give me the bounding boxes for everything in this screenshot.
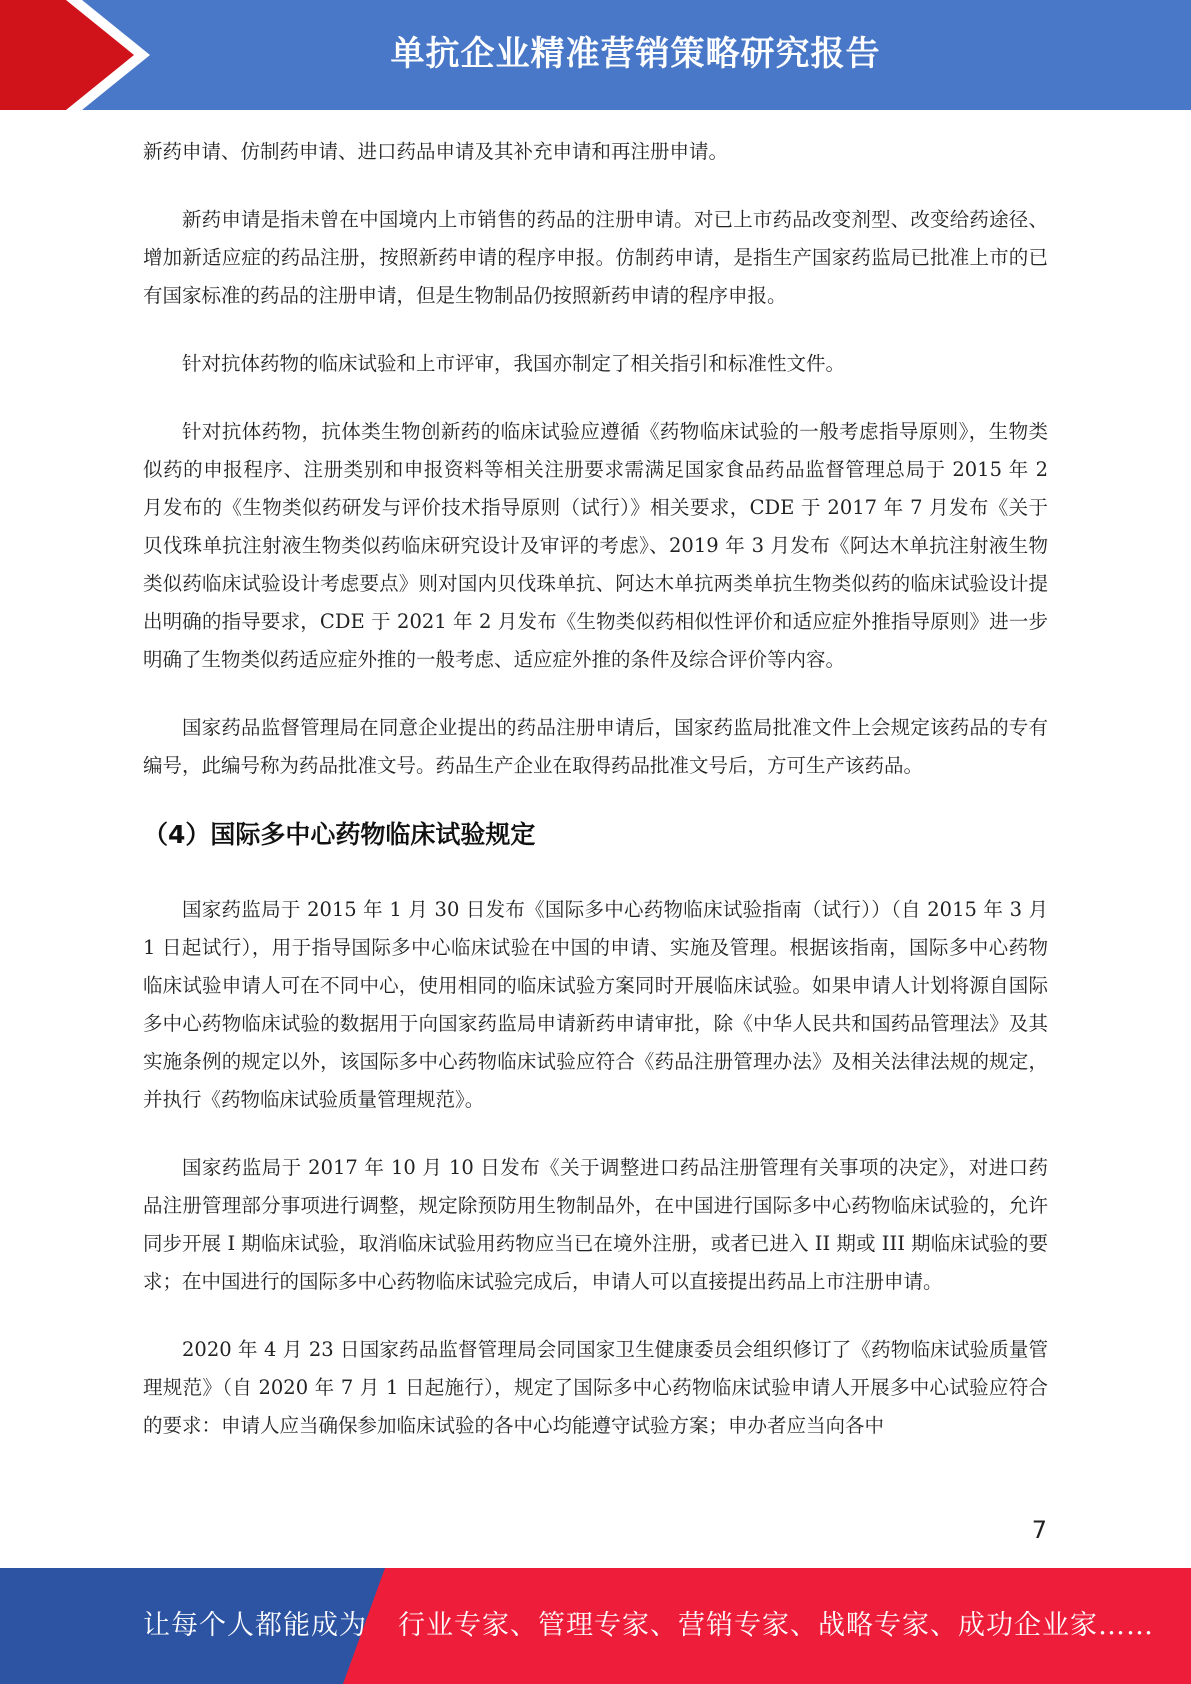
paragraph: 2020 年 4 月 23 日国家药品监督管理局会同国家卫生健康委员会组织修订了《药物临床试验质量管理规范》（自 2020 年 7 月 1 日起施行），规定了国际多中心药物临床试验申请人开展多中心试验应符合的要求：申请人应当确保参加临床试验的各中心均能遵守试验方案；申办者应当向各中: [143, 1338, 1048, 1437]
footer-slogan-right: 行业专家、管理专家、营销专家、战略专家、成功企业家……: [398, 1610, 1154, 1641]
paragraph: 针对抗体药物的临床试验和上市评审，我国亦制定了相关指引和标准性文件。: [182, 352, 846, 375]
page-number: 7: [1031, 1516, 1047, 1544]
footer-slogan-left: 让每个人都能成为: [143, 1610, 367, 1641]
page-header: [0, 0, 1191, 110]
report-title: 单抗企业精准营销策略研究报告: [390, 34, 881, 74]
paragraph: 国家药监局于 2017 年 10 月 10 日发布《关于调整进口药品注册管理有关事项的决定》，对进口药品注册管理部分事项进行调整，规定除预防用生物制品外，在中国进行国际多中心药物临床试验的，允许同步开展 I 期临床试验，取消临床试验用药物应当已在境外注册，或者已进入 II 期或 III 期临床试验的要求；在中国进行的国际多中心药物临床试验完成后，申请人可以直接提出药品上市注册申请。: [143, 1156, 1048, 1293]
paragraph: 国家药监局于 2015 年 1 月 30 日发布《国际多中心药物临床试验指南（试行））（自 2015 年 3 月 1 日起试行），用于指导国际多中心临床试验在中国的申请、实施及管理。根据该指南，国际多中心药物临床试验申请人可在不同中心，使用相同的临床试验方案同时开展临床试验。如果申请人计划将源自国际多中心药物临床试验的数据用于向国家药监局申请新药申请审批，除《中华人民共和国药品管理法》及其实施条例的规定以外，该国际多中心药物临床试验应符合《药品注册管理办法》及相关法律法规的规定，并执行《药物临床试验质量管理规范》。: [143, 898, 1048, 1111]
paragraph: 国家药品监督管理局在同意企业提出的药品注册申请后，国家药监局批准文件上会规定该药品的专有编号，此编号称为药品批准文号。药品生产企业在取得药品批准文号后，方可生产该药品。: [143, 716, 1048, 777]
document-body: [143, 133, 1048, 1445]
paragraph-continued: 新药申请、仿制药申请、进口药品申请及其补充申请和再注册申请。: [143, 140, 729, 163]
page-footer: [0, 1568, 1191, 1684]
paragraph: 新药申请是指未曾在中国境内上市销售的药品的注册申请。对已上市药品改变剂型、改变给药途径、增加新适应症的药品注册，按照新药申请的程序申报。仿制药申请，是指生产国家药监局已批准上市的已有国家标准的药品的注册申请，但是生物制品仍按照新药申请的程序申报。: [143, 208, 1048, 307]
paragraph: 针对抗体药物，抗体类生物创新药的临床试验应遵循《药物临床试验的一般考虑指导原则》，生物类似药的申报程序、注册类别和申报资料等相关注册要求需满足国家食品药品监督管理总局于 2015 年 2 月发布的《生物类似药研发与评价技术指导原则（试行）》相关要求，CDE 于 2017 年 7 月发布《关于贝伐珠单抗注射液生物类似药临床研究设计及审评的考虑》、2019 年 3 月发布《阿达木单抗注射液生物类似药临床试验设计考虑要点》则对国内贝伐珠单抗、阿达木单抗两类单抗生物类似药的临床试验设计提出明确的指导要求，CDE 于 2021 年 2 月发布《生物类似药相似性评价和适应症外推指导原则》进一步明确了生物类似药适应症外推的一般考虑、适应症外推的条件及综合评价等内容。: [143, 420, 1048, 671]
section-heading: （4）国际多中心药物临床试验规定: [143, 820, 536, 849]
